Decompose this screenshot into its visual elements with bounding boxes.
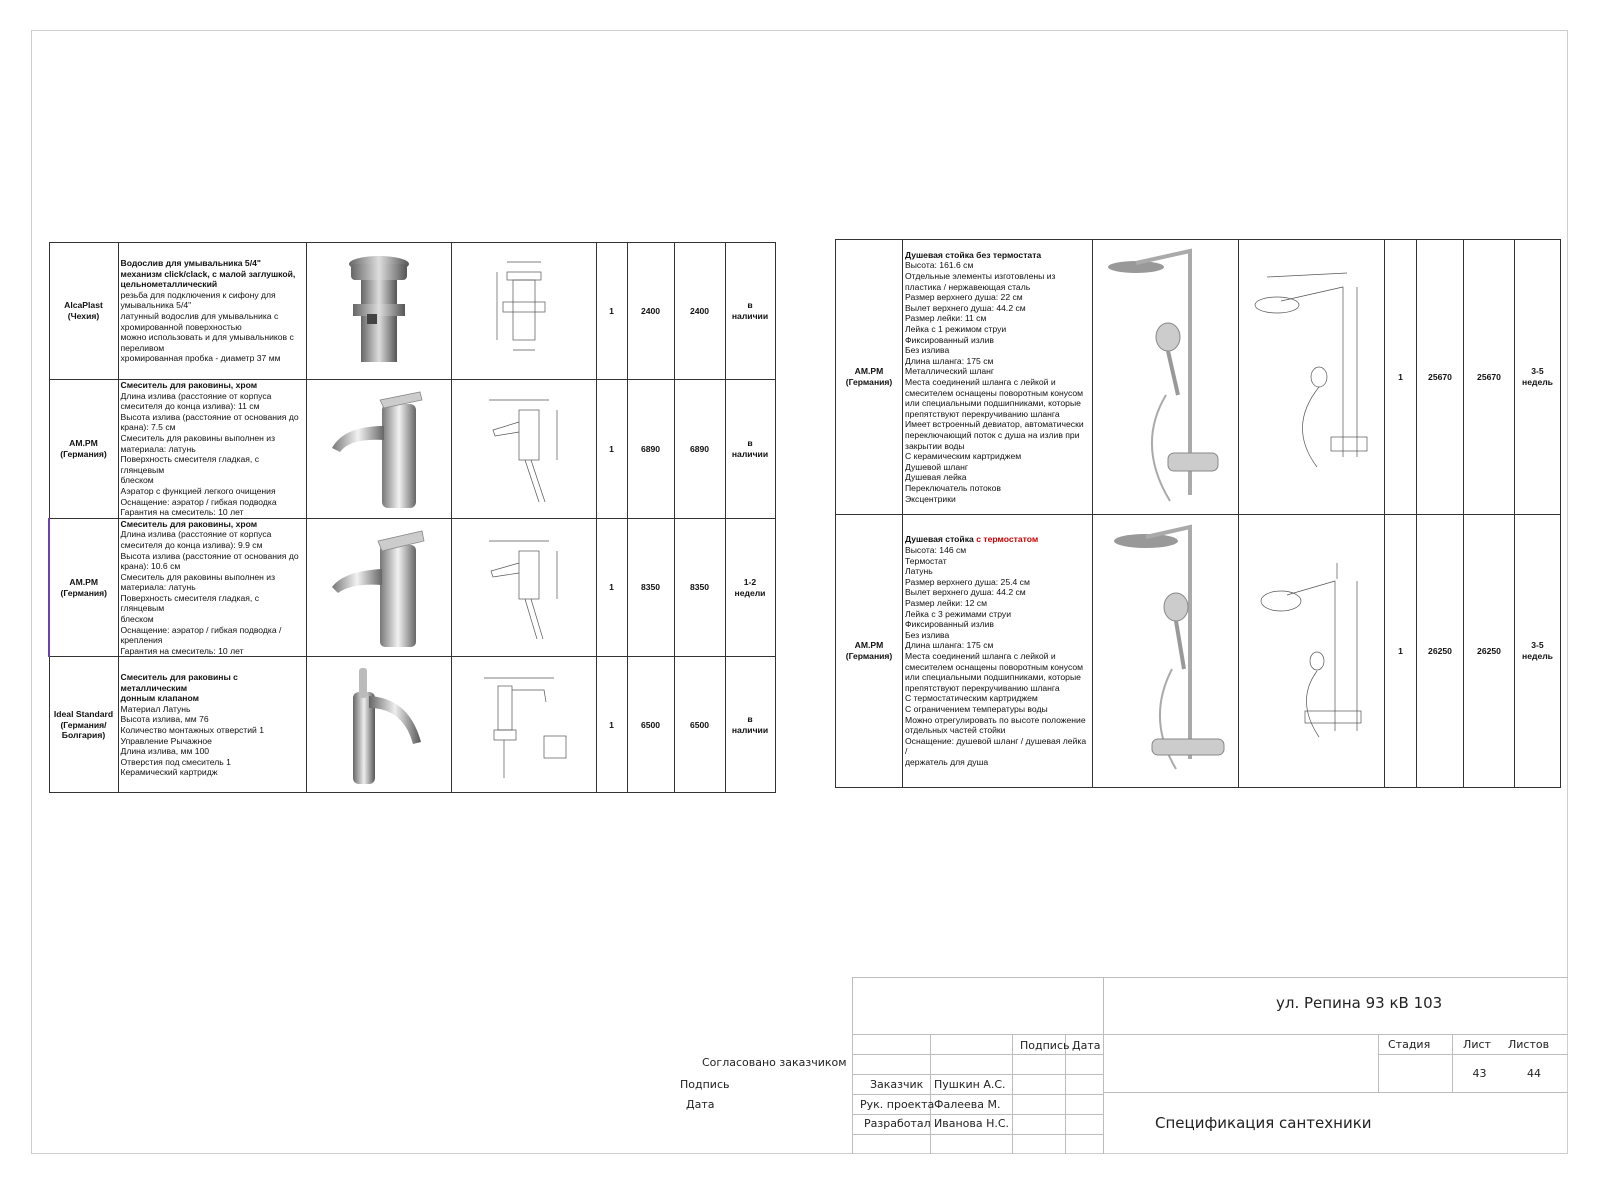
product-photo xyxy=(1093,240,1239,515)
table-row xyxy=(49,243,775,380)
table-row xyxy=(49,380,775,519)
document-title: Спецификация сантехники xyxy=(1155,1114,1372,1132)
qty-cell: 1 xyxy=(596,657,627,793)
drain-valve-drawing xyxy=(489,252,559,370)
availability-cell: 3-5 недель xyxy=(1515,515,1561,788)
developer-name: Иванова Н.С. xyxy=(934,1117,1010,1130)
price-cell: 6500 xyxy=(627,657,674,793)
description-cell xyxy=(118,518,306,657)
approval-signature-label: Подпись xyxy=(680,1078,730,1091)
brand-cell: AM.PM (Германия) xyxy=(49,518,118,657)
price-cell: 8350 xyxy=(627,518,674,657)
table-row xyxy=(49,657,775,793)
product-title: Смеситель для раковины с металлическим донным клапаном xyxy=(120,671,238,704)
basin-mixer-photo xyxy=(329,662,429,787)
sheets-total: 44 xyxy=(1527,1067,1541,1080)
technical-drawing xyxy=(451,243,596,380)
developer-role: Разработал xyxy=(864,1117,931,1130)
table-row xyxy=(836,515,1561,788)
total-cell: 26250 xyxy=(1464,515,1515,788)
product-photo xyxy=(306,518,451,657)
description-cell xyxy=(903,515,1093,788)
price-cell: 26250 xyxy=(1417,515,1464,788)
right-spec-table xyxy=(835,239,1561,788)
brand-cell: AlcaPlast (Чехия) xyxy=(49,243,118,380)
sheet-label: Лист xyxy=(1463,1038,1491,1051)
technical-drawing xyxy=(451,518,596,657)
customer-role: Заказчик xyxy=(870,1078,924,1091)
qty-cell: 1 xyxy=(596,518,627,657)
project-lead-role: Рук. проекта xyxy=(860,1098,935,1111)
brand-cell: AM.PM (Германия) xyxy=(836,240,903,515)
thermostat-shower-drawing xyxy=(1247,551,1377,751)
technical-drawing xyxy=(451,380,596,519)
brand-cell: AM.PM (Германия) xyxy=(49,380,118,519)
project-address: ул. Репина 93 кВ 103 xyxy=(1276,994,1443,1012)
drain-valve-photo xyxy=(339,252,419,370)
product-specs: Длина излива (расстояние от корпуса смесителя до конца излива): 9.9 см Высота излива (расстояние от основания до крана): 10.6 см Смеситель для раковины выполнен из материала: латунь Поверхность смесителя гладкая, с глянцевым блеском Оснащение: аэратор / гибкая подводка / крепления Гарантия на смеситель: 10 лет xyxy=(120,529,299,656)
total-cell: 6500 xyxy=(674,657,725,793)
total-cell: 6890 xyxy=(674,380,725,519)
price-cell: 25670 xyxy=(1417,240,1464,515)
customer-name: Пушкин А.С. xyxy=(934,1078,1006,1091)
availability-cell: 3-5 недель xyxy=(1515,240,1561,515)
basin-mixer-drawing xyxy=(479,529,569,647)
total-cell: 8350 xyxy=(674,518,725,657)
thermostat-shower-photo xyxy=(1106,519,1226,783)
product-specs: Материал Латунь Высота излива, мм 76 Количество монтажных отверстий 1 Управление Рычажное Длина излива, мм 100 Отверстия под смеситель 1 Керамический картридж xyxy=(120,703,265,778)
basin-mixer-photo xyxy=(324,386,434,511)
technical-drawing xyxy=(451,657,596,793)
sheets-total-label: Листов xyxy=(1508,1038,1550,1051)
product-title: Смеситель для раковины, хром xyxy=(120,518,258,529)
column-signature-label: Подпись xyxy=(1020,1039,1070,1052)
qty-cell: 1 xyxy=(1385,515,1417,788)
product-specs: Высота: 146 см Термостат Латунь Размер верхнего душа: 25.4 см Вылет верхнего душа: 44.2 см Размер лейки: 12 см Лейка с 3 режимами струи Фиксированный излив Без излива Длина шланга: 175 см Места соединений шланга с лейкой и смесителем оснащены поворотным конусом или специальными подшипниками, которые препятствуют перекручиванию шланга С термостатическим картриджем С ограничением температуры воды Можно отрегулировать по высоте положение отдельных частей стойки Оснащение: душевой шланг / душевая лейка / держатель для душа xyxy=(905,545,1087,767)
sheet-number: 43 xyxy=(1472,1067,1487,1080)
availability-cell: в наличии xyxy=(725,243,775,380)
qty-cell: 1 xyxy=(1385,240,1417,515)
basin-mixer-drawing xyxy=(479,390,569,508)
price-cell: 2400 xyxy=(627,243,674,380)
column-date-label: Дата xyxy=(1072,1039,1101,1052)
brand-cell: Ideal Standard (Германия/ Болгария) xyxy=(49,657,118,793)
product-title: Душевая стойка с термостатом xyxy=(905,534,1039,545)
product-title: Водослив для умывальника 5/4" механизм click/clack, с малой заглушкой, цельнометаллический xyxy=(120,258,296,290)
brand-cell: AM.PM (Германия) xyxy=(836,515,903,788)
total-cell: 25670 xyxy=(1464,240,1515,515)
product-photo xyxy=(306,243,451,380)
left-spec-table xyxy=(48,242,776,793)
product-specs: резьба для подключения к сифону для умывальника 5/4" латунный водослив для умывальника с хромированной поверхностью можно использовать и для умывальников с переливом хромированная пробка - диаметр 37 мм xyxy=(120,289,294,364)
basin-mixer-photo xyxy=(324,525,434,650)
availability-cell: в наличии xyxy=(725,380,775,519)
total-cell: 2400 xyxy=(674,243,725,380)
availability-cell: в наличии xyxy=(725,657,775,793)
product-title: Смеситель для раковины, хром xyxy=(120,380,258,390)
shower-system-photo xyxy=(1106,245,1226,509)
table-row xyxy=(836,240,1561,515)
availability-cell: 1-2 недели xyxy=(725,518,775,657)
qty-cell: 1 xyxy=(596,380,627,519)
title-block xyxy=(852,977,1568,1154)
approval-date-label: Дата xyxy=(686,1098,715,1111)
thermostat-highlight: с термостатом xyxy=(976,534,1039,545)
shower-system-drawing xyxy=(1247,267,1377,487)
price-cell: 6890 xyxy=(627,380,674,519)
description-cell xyxy=(118,657,306,793)
description-cell xyxy=(903,240,1093,515)
agreed-by-customer-label: Согласовано заказчиком xyxy=(702,1056,847,1069)
basin-mixer-drawing xyxy=(474,666,574,784)
technical-drawing xyxy=(1239,240,1385,515)
description-cell xyxy=(118,380,306,519)
product-photo xyxy=(306,657,451,793)
qty-cell: 1 xyxy=(596,243,627,380)
description-cell xyxy=(118,243,306,380)
product-specs: Длина излива (расстояние от корпуса смесителя до конца излива): 11 см Высота излива (расстояние от основания до крана): 7.5 см Смеситель для раковины выполнен из материала: латунь Поверхность смесителя гладкая, с глянцевым блеском Аэратор с функцией легкого очищения Оснащение: аэратор / гибкая подводка Гарантия на смеситель: 10 лет xyxy=(120,390,299,518)
product-photo xyxy=(1093,515,1239,788)
stage-label: Стадия xyxy=(1388,1038,1431,1051)
product-title: Душевая стойка без термостата xyxy=(905,249,1042,260)
table-row xyxy=(49,518,775,657)
product-photo xyxy=(306,380,451,519)
product-specs: Высота: 161.6 см Отдельные элементы изготовлены из пластика / нержавеющая сталь Размер верхнего душа: 22 см Вылет верхнего душа: 44.2 см Размер лейки: 11 см Лейка с 1 режимом струи Фиксированный излив Без излива Длина шланга: 175 см Металлический шланг Места соединений шланга с лейкой и смесителем оснащены поворотным конусом или специальными подшипниками, которые препятствуют перекручиванию шланга Имеет встроенный девиатор, автоматически переключающий поток с душа на излив при закрытии воды С керамическим картриджем Душевой шланг Душевая лейка Переключатель потоков Эксцентрики xyxy=(905,260,1084,504)
project-lead-name: Фалеева М. xyxy=(934,1098,1001,1111)
technical-drawing xyxy=(1239,515,1385,788)
